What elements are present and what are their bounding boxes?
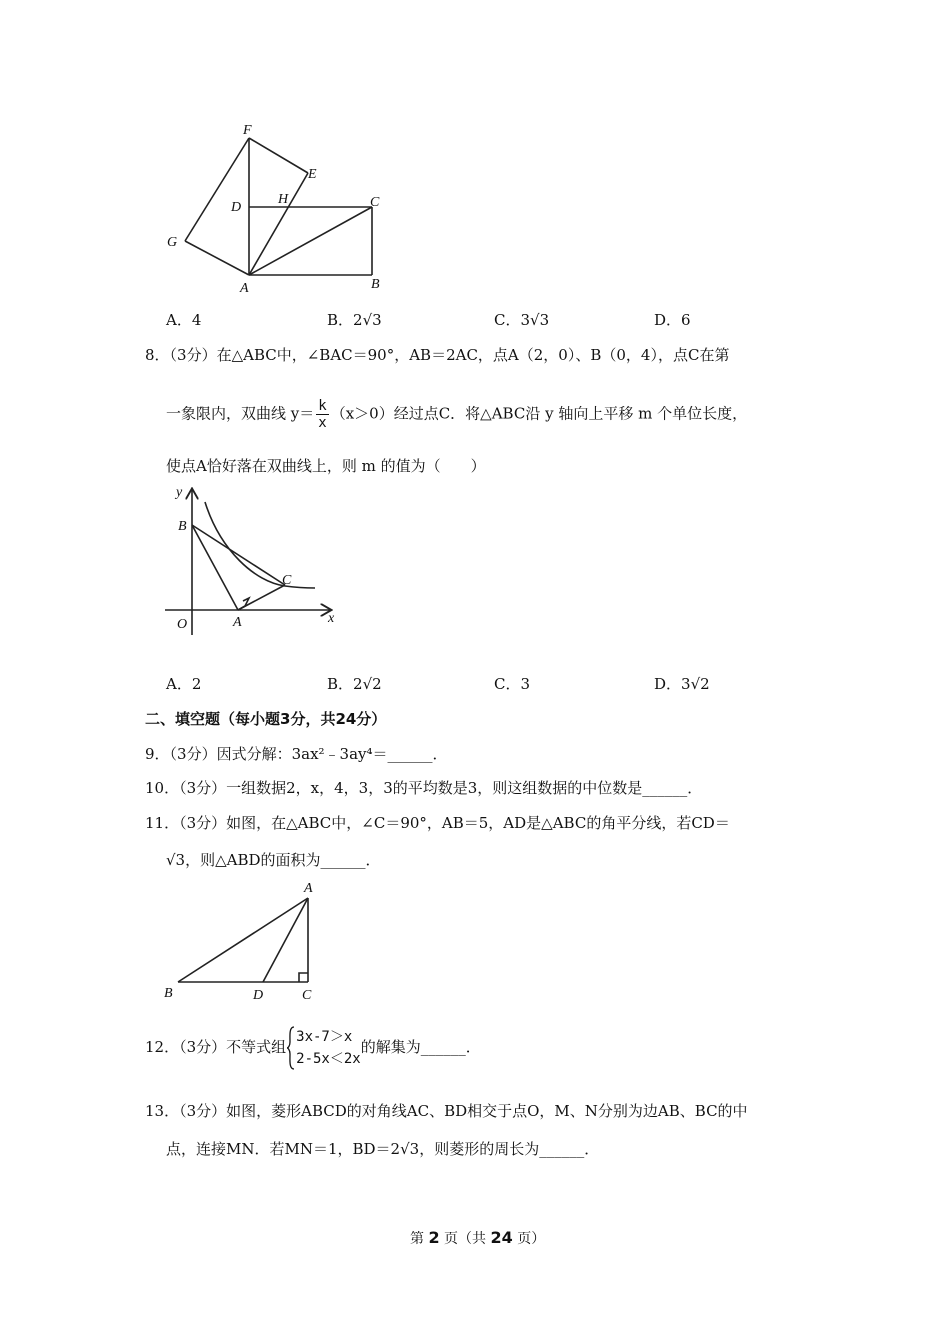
q12-system: 3x-7＞x 2-5x＜2x xyxy=(286,1026,361,1070)
q7-label-f: F xyxy=(243,123,252,138)
q7-option-d: D．6 xyxy=(654,311,691,329)
q11-label-a: A xyxy=(304,881,313,896)
q11-label-d: D xyxy=(253,988,264,1003)
q8-option-d: D．3√2 xyxy=(654,675,710,693)
q11-line-2: √3，则△ABD的面积为______． xyxy=(166,851,381,869)
q8-fraction: $\frac{k}{x}$ xyxy=(318,398,327,431)
q7-label-c: C xyxy=(370,195,380,210)
q8-label-a: A xyxy=(233,615,242,630)
q11-label-c: C xyxy=(302,988,312,1003)
q8-figure xyxy=(160,480,350,635)
q8-label-y: y xyxy=(176,485,183,500)
q9: 9．（3分）因式分解：3ax²﹣3ay⁴＝______． xyxy=(145,745,448,763)
q13-line-2: 点，连接MN．若MN＝1，BD＝2√3，则菱形的周长为______． xyxy=(166,1140,600,1158)
q8-label-b: B xyxy=(178,519,187,534)
q8-label-c: C xyxy=(282,573,292,588)
q8-option-c: C．3 xyxy=(494,675,531,693)
q8-label-o: O xyxy=(177,617,188,632)
q7-label-a: A xyxy=(240,281,249,296)
brace-icon xyxy=(286,1026,296,1070)
q10: 10．（3分）一组数据2，x，4，3，3的平均数是3，则这组数据的中位数是______． xyxy=(145,779,703,797)
q7-option-b: B．2√3 xyxy=(327,311,382,329)
q8-option-a: A．2 xyxy=(166,675,202,693)
q7-label-e: E xyxy=(308,167,317,182)
page-footer: 第 2 页（共 24 页） xyxy=(410,1228,546,1247)
section-heading: 二、填空题（每小题3分，共24分） xyxy=(145,710,387,728)
q7-figure xyxy=(160,118,400,298)
q7-option-c: C．3√3 xyxy=(494,311,550,329)
q13-line-1: 13．（3分）如图，菱形ABCD的对角线AC、BD相交于点O，M、N分别为边AB、BC的中 xyxy=(145,1102,748,1120)
q11-figure xyxy=(160,876,330,1004)
q8-line-3: 使点A恰好落在双曲线上，则 m 的值为（ ） xyxy=(166,457,486,475)
q7-label-b: B xyxy=(371,277,380,292)
q8-line-2: 一象限内，双曲线 y＝ $\frac{k}{x}$ （x＞0）经过点C．将△ABC沿 y 轴向上平移 m 个单位长度， xyxy=(166,398,748,431)
q8-label-x: x xyxy=(328,611,335,626)
q7-label-h: H xyxy=(278,192,289,207)
q8-option-b: B．2√2 xyxy=(327,675,382,693)
q11-line-1: 11．（3分）如图，在△ABC中，∠C＝90°，AB＝5，AD是△ABC的角平分线，若CD＝ xyxy=(145,814,730,832)
q12: 12．（3分）不等式组 3x-7＞x 2-5x＜2x 的解集为______． xyxy=(145,1026,481,1070)
q11-label-b: B xyxy=(164,986,173,1001)
q7-label-g: G xyxy=(167,235,178,250)
q7-label-d: D xyxy=(231,200,242,215)
q7-option-a: A．4 xyxy=(166,311,202,329)
q8-line-1: 8．（3分）在△ABC中，∠BAC＝90°，AB＝2AC，点A（2，0）、B（0，4），点C在第 xyxy=(145,346,730,364)
